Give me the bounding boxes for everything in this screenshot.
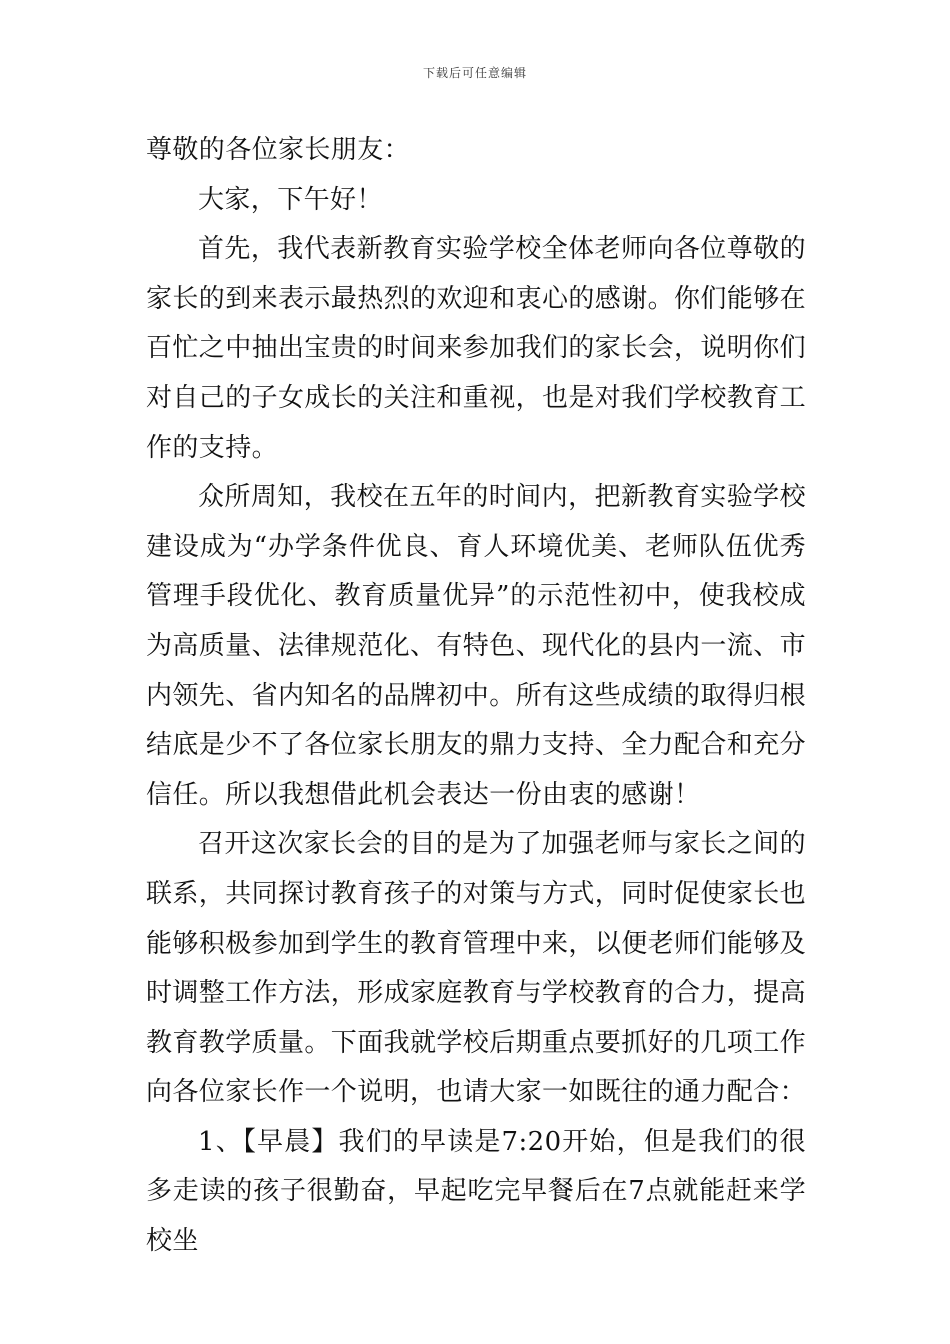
paragraph-welcome: 首先，我代表新教育实验学校全体老师向各位尊敬的家长的到来表示最热烈的欢迎和衷心的感谢。你们能够在百忙之中抽出宝贵的时间来参加我们的家长会，说明你们对自己的子女成长的关注和重视，也是对我们学校教育工作的支持。 — [146, 234, 807, 463]
paragraph-achievements: 众所周知，我校在五年的时间内，把新教育实验学校建设成为“办学条件优良、育人环境优美、老师队伍优秀管理手段优化、教育质量优异”的示范性初中，使我校成为高质量、法律规范化、有特色、现代化的县内一流、市内领先、省内知名的品牌初中。所有这些成绩的取得归根结底是少不了各位家长朋友的鼎力支持、全力配合和充分信任。所以我想借此机会表达一份由衷的感谢！ — [146, 482, 807, 810]
paragraph-purpose: 召开这次家长会的目的是为了加强老师与家长之间的联系，共同探讨教育孩子的对策与方式，同时促使家长也能够积极参加到学生的教育管理中来，以便老师们能够及时调整工作方法，形成家庭教育与学校教育的合力，提高教育教学质量。下面我就学校后期重点要抓好的几项工作向各位家长作一个说明，也请大家一如既往的通力配合： — [146, 829, 807, 1108]
greeting-paragraph: 大家，下午好！ — [198, 184, 383, 215]
salutation: 尊敬的各位家长朋友： — [146, 135, 411, 165]
page-header: 下载后可任意编辑 — [422, 66, 527, 80]
paragraph-item-morning: 1、【早晨】我们的早读是7:20开始，但是我们的很多走读的孩子很勤奋，早起吃完早餐后在7点就能赶来学校坐 — [146, 1126, 806, 1257]
document-body — [146, 126, 806, 1267]
